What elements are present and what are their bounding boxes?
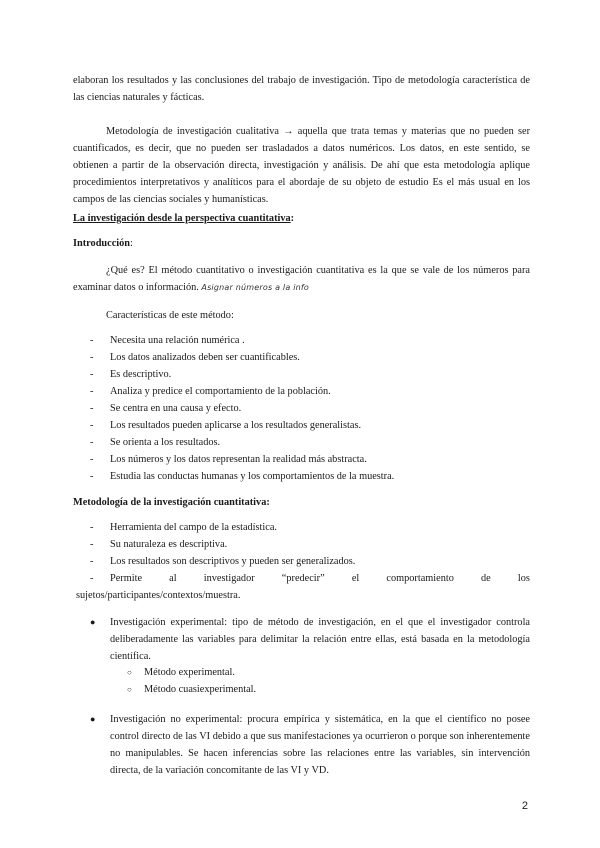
- word: investigador: [203, 573, 255, 584]
- list-item-text: Necesita una relación numérica .: [110, 335, 245, 346]
- word: Permite: [110, 573, 143, 584]
- dash-marker: -: [90, 522, 94, 533]
- paragraph-continuation: elaboran los resultados y las conclusiones del trabajo de investigación. Tipo de metodología característica de las ciencias naturales y fácticas.: [73, 75, 530, 103]
- page-number: 2: [521, 800, 528, 812]
- list-item-text: Los resultados son descriptivos y pueden ser generalizados.: [110, 556, 356, 567]
- dash-marker: -: [90, 471, 94, 482]
- section-heading-cuantitativa: [73, 210, 530, 227]
- sub-list-item-text: Método cuasiexperimental.: [144, 684, 257, 695]
- permite-line: [110, 570, 530, 587]
- sub-list-item: [127, 681, 257, 698]
- list-item-permite: [76, 570, 530, 604]
- caracteristicas-label: Características de este método:: [106, 310, 234, 321]
- bullet-text: Investigación no experimental: procura empírica y sistemática, en la que el científico no posee control directo de las VI debido a que sus manifestaciones ya ocurrieron o porque son inherentemente no manipulables. Se hacen inferencias sobre las relaciones entre las variables, sin intervención directa, de la variación concomitante de las VI y VD.: [110, 714, 530, 776]
- circle-marker: ○: [127, 685, 132, 694]
- subheading-text: Introducción: [73, 238, 131, 249]
- dash-marker: -: [90, 573, 94, 584]
- que-es-text: ¿Qué es? El método cuantitativo o investigación cuantitativa es la que se vale de los números para examinar datos o información.: [73, 265, 530, 293]
- word: “predecir”: [281, 573, 325, 584]
- word: de: [481, 573, 491, 584]
- dash-marker: -: [90, 386, 94, 397]
- dash-marker: -: [90, 335, 94, 346]
- list-item-text: Los números y los datos representan la realidad más abstracta.: [110, 454, 367, 465]
- dash-marker: -: [90, 369, 94, 380]
- dash-marker: -: [90, 539, 94, 550]
- word: el: [351, 573, 360, 584]
- dash-marker: -: [90, 556, 94, 567]
- dash-marker: -: [90, 437, 94, 448]
- paragraph-cualitativa: Metodología de investigación cualitativa → aquella que trata temas y materias que no pueden ser cuantificados, es decir, que no pueden ser trasladados a datos numéricos. Los datos, en este sentido, se obtienen a partir de la observación directa, investigación y análisis. De ahí que esta metodología aplique procedimientos interpretativos y analíticos para el abordaje de su objeto de estudio Es el más usual en los campos de las ciencias sociales y humanísticas.: [73, 126, 530, 205]
- list-item-text: Su naturaleza es descriptiva.: [110, 539, 228, 550]
- heading-text: La investigación desde la perspectiva cuantitativa: [73, 213, 291, 224]
- word: comportamiento: [386, 573, 454, 584]
- list-item-text: Estudia las conductas humanas y los comportamientos de la muestra.: [110, 471, 395, 482]
- dash-marker: -: [90, 454, 94, 465]
- permite-line-continued: sujetos/participantes/contextos/muestra.: [76, 590, 241, 601]
- heading-colon: :: [290, 213, 295, 224]
- subheading-introduccion: [73, 235, 530, 252]
- bullet-text: Investigación experimental: tipo de método de investigación, en el que el investigador controla deliberadamente las variables para delimitar la relación entre ellas, está basada en la metodología científica.: [110, 617, 530, 662]
- handwritten-annotation: Asignar números a la info: [201, 283, 310, 292]
- sub-list-item: [127, 664, 235, 681]
- list-item-text: Se centra en una causa y efecto.: [110, 403, 242, 414]
- dash-marker: -: [90, 352, 94, 363]
- bullet-marker: ●: [90, 617, 96, 627]
- circle-marker: ○: [127, 668, 132, 677]
- bullet-item-experimental: [90, 614, 530, 665]
- dash-marker: -: [90, 403, 94, 414]
- paragraph-que-es: [73, 262, 530, 296]
- dash-marker: -: [90, 420, 94, 431]
- word: al: [169, 573, 177, 584]
- bullet-item-no-experimental: [90, 711, 530, 779]
- bullet-marker: ●: [90, 714, 96, 724]
- list-item-text: Es descriptivo.: [110, 369, 172, 380]
- list-item-text: Los datos analizados deben ser cuantificables.: [110, 352, 300, 363]
- list-item-text: Herramienta del campo de la estadística.: [110, 522, 277, 533]
- sub-list-item-text: Método experimental.: [144, 667, 235, 678]
- subheading-colon: :: [130, 238, 133, 249]
- list-item-text: Analiza y predice el comportamiento de la población.: [110, 386, 331, 397]
- section-heading-metodologia: Metodología de la investigación cuantitativa:: [73, 497, 270, 508]
- word: los: [517, 573, 530, 584]
- list-item-text: Se orienta a los resultados.: [110, 437, 221, 448]
- list-item-text: Los resultados pueden aplicarse a los resultados generalistas.: [110, 420, 362, 431]
